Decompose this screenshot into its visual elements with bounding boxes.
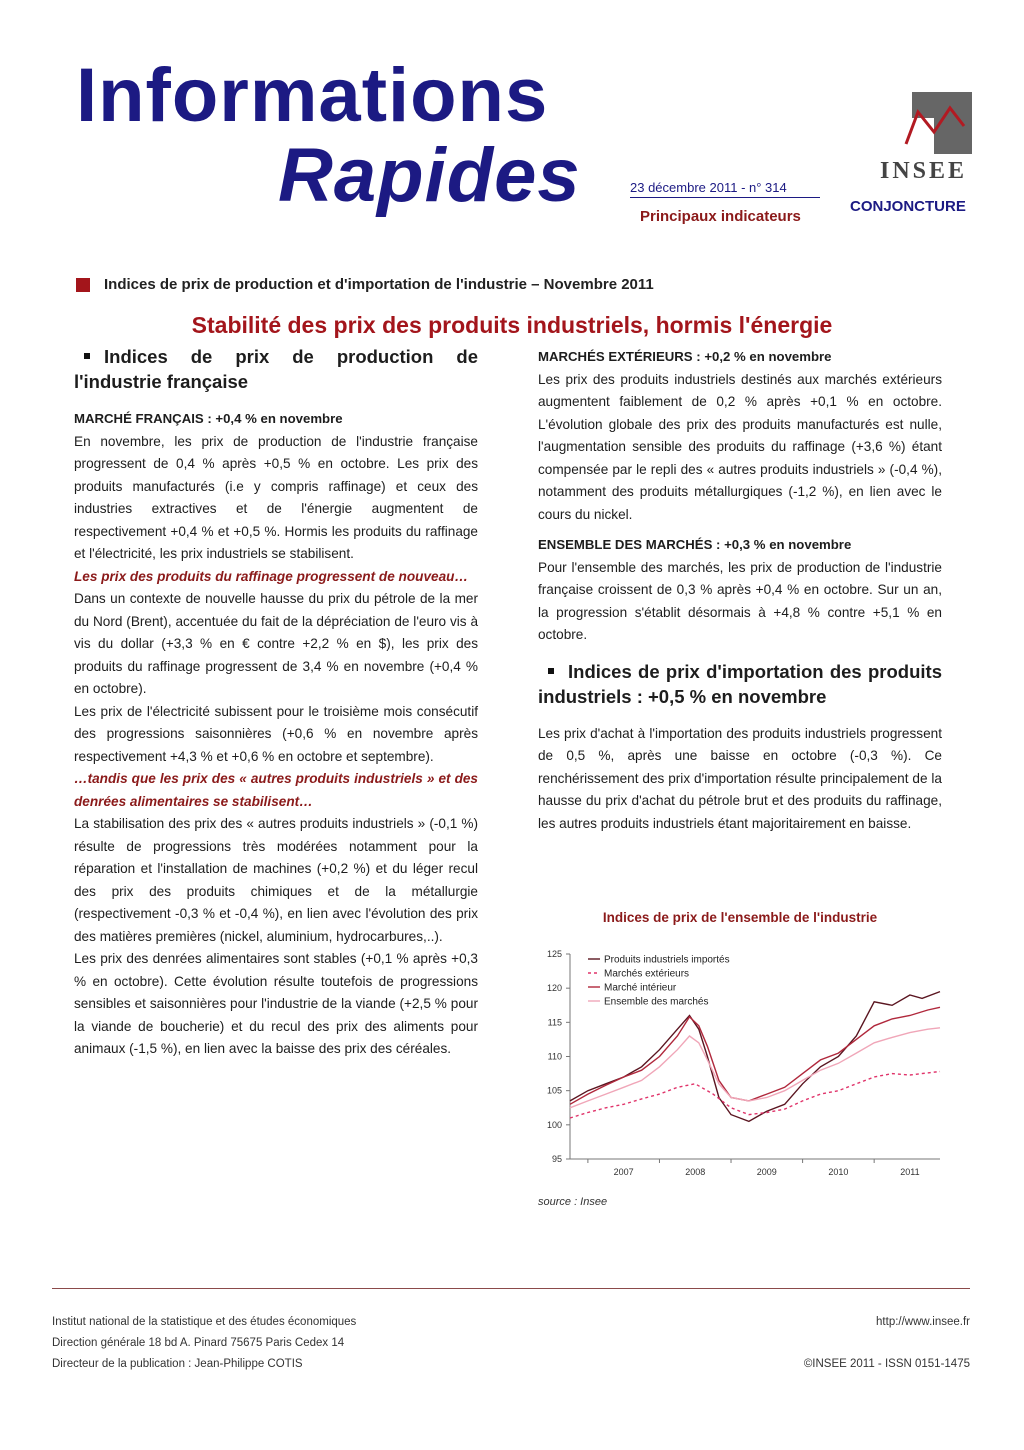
- insee-wordmark: INSEE: [880, 158, 968, 184]
- issue-date: 23 décembre 2011: [630, 180, 738, 195]
- paragraph: Pour l'ensemble des marchés, les prix de production de l'industrie française croissent de 0,3 % après +0,4 % en octobre. Sur un an, la progression s'établit désormais à +4,8 % contre +5,1 % en octobre.: [538, 559, 942, 642]
- paragraph: La stabilisation des prix des « autres produits industriels » (-0,1 %) résulte de progressions très modérées notamment pour la réparation et l'installation de machines (+0,2 %) et du léger recul des prix des produits chimiques et de la métallurgie (respectivement -0,3 % et -0,4 %), en lien avec l'évolution des prix des matières premières (nickel, aluminium, hydrocarbures,..).: [74, 816, 478, 944]
- price-index-chart: [536, 940, 946, 1185]
- chart-source: source : Insee: [538, 1196, 608, 1208]
- footer-address: Direction générale 18 bd A. Pinard 75675 Paris Cedex 14: [52, 1337, 345, 1349]
- footer-url-link[interactable]: http://www.insee.fr: [876, 1316, 970, 1328]
- left-column: [74, 344, 478, 1061]
- footer-left: [52, 1312, 356, 1375]
- paragraph: Dans un contexte de nouvelle hausse du prix du pétrole de la mer du Nord (Brent), accentuée du fait de la dépréciation de l'euro vis à vis du dollar (+3,3 % en € contre +2,2 % en $), les prix des produits du raffinage progressent de 3,4 % en novembre (+0,4 % en octobre).: [74, 591, 478, 696]
- section-heading-text: Indices de prix d'importation des produits industriels : +0,5 % en novembre: [538, 660, 942, 707]
- y-tick-label: 95: [551, 1154, 562, 1164]
- y-tick-label: 100: [546, 1119, 562, 1130]
- y-tick-label: 105: [546, 1085, 562, 1096]
- series-line: [570, 1028, 940, 1108]
- label-ensemble-marches: ENSEMBLE DES MARCHÉS : +0,3 % en novembre: [538, 537, 852, 552]
- footer-divider: [52, 1288, 970, 1289]
- legend-label: Ensemble des marchés: [604, 996, 709, 1008]
- issue-dateline: [630, 180, 820, 198]
- series-line: [570, 992, 940, 1122]
- section-heading-importation: [538, 659, 942, 709]
- paragraph: Les prix des produits industriels destinés aux marchés extérieurs augmentent faiblement de 0,2 % après +0,1 % en octobre. L'évolution globale des prix des produits manufacturés est nulle, l'augmentation sensible des produits du raffinage (+3,6 %) étant compensée par le repli des « autres produits industriels » (-0,4 %), notamment des produits métallurgiques (-1,2 %), en lien avec le cours du nickel.: [538, 371, 942, 522]
- paragraph: Les prix des denrées alimentaires sont stables (+0,1 % après +0,3 % en octobre). Cette évolution résulte toutefois de progressions sensibles et saisonnières pour l'industrie de la viande (+2,5 % pour la viande de boucherie) et du recul des prix des aliments pour animaux (-1,5 %), en lien avec la baisse des prix des céréales.: [74, 951, 478, 1056]
- x-tick-label: 2008: [685, 1167, 706, 1177]
- section-heading-text: Indices de prix de production de l'industrie française: [74, 346, 478, 392]
- y-tick-label: 125: [546, 949, 562, 959]
- subsection-raffinage: Les prix des produits du raffinage progressent de nouveau…: [74, 568, 469, 584]
- section-heading-production: [74, 344, 478, 394]
- legend-label: Marchés extérieurs: [604, 968, 690, 980]
- paragraph: Les prix de l'électricité subissent pour le troisième mois consécutif des progressions saisonnières (+0,6 % en novembre après respectivement +4,3 % et +0,6 % en octobre et septembre).: [74, 703, 478, 764]
- legend-label: Marché intérieur: [604, 982, 677, 994]
- footer-director: Directeur de la publication : Jean-Philippe COTIS: [52, 1358, 303, 1370]
- label-marche-francais: MARCHÉ FRANÇAIS : +0,4 % en novembre: [74, 411, 343, 426]
- x-tick-label: 2009: [756, 1167, 777, 1177]
- label-marches-exterieurs: MARCHÉS EXTÉRIEURS : +0,2 % en novembre: [538, 349, 832, 364]
- series-line: [570, 1007, 940, 1104]
- insee-logo-icon: [904, 92, 972, 154]
- masthead-title-line1: Informations: [76, 53, 549, 138]
- series-line: [570, 1072, 940, 1119]
- masthead-title-line2: Rapides: [278, 133, 581, 218]
- issue-number: - n° 314: [737, 180, 787, 195]
- y-tick-label: 115: [547, 1017, 562, 1028]
- subheading: [76, 276, 654, 293]
- headline: Stabilité des prix des produits industriels, hormis l'énergie: [191, 312, 833, 338]
- bullet-icon: [548, 668, 554, 674]
- bullet-icon: [84, 353, 90, 359]
- series-label: Principaux indicateurs: [640, 208, 801, 225]
- subsection-autres-produits: …tandis que les prix des « autres produits industriels » et des denrées alimentaires se stabilisent…: [74, 771, 478, 809]
- legend-label: Produits industriels importés: [604, 954, 730, 966]
- footer-copyright: ©INSEE 2011 - ISSN 0151-1475: [803, 1358, 970, 1370]
- square-bullet-icon: [76, 278, 90, 292]
- paragraph: Les prix d'achat à l'importation des produits industriels progressent de 0,5 %, après une baisse en octobre (-0,3 %). Ce renchérissement des prix d'importation résulte principalement de la hausse du prix d'achat du pétrole brut et des produits du raffinage, les autres produits industriels étant majoritairement en baisse.: [538, 725, 942, 831]
- paragraph: En novembre, les prix de production de l'industrie française progressent de 0,4 % après +0,5 % en octobre. Les prix des produits manufacturés (i.e y compris raffinage) et ceux des industries extractives et de l'énergie augmentent de respectivement +0,4 % et +0,5 %. Hormis les produits du raffinage et l'électricité, les prix industriels se stabilisent.: [74, 433, 478, 561]
- footer-right: [804, 1312, 970, 1375]
- x-tick-label: 2007: [613, 1167, 634, 1177]
- y-tick-label: 120: [546, 983, 562, 994]
- x-tick-label: 2011: [900, 1167, 920, 1177]
- x-tick-label: 2010: [828, 1167, 849, 1177]
- y-tick-label: 110: [547, 1051, 562, 1062]
- right-column: [538, 346, 942, 835]
- footer-institute: Institut national de la statistique et des études économiques: [52, 1316, 357, 1328]
- subheading-text: Indices de prix de production et d'importation de l'industrie – Novembre 2011: [104, 276, 654, 293]
- section-label: CONJONCTURE: [850, 198, 966, 215]
- chart-title: Indices de prix de l'ensemble de l'industrie: [602, 910, 878, 925]
